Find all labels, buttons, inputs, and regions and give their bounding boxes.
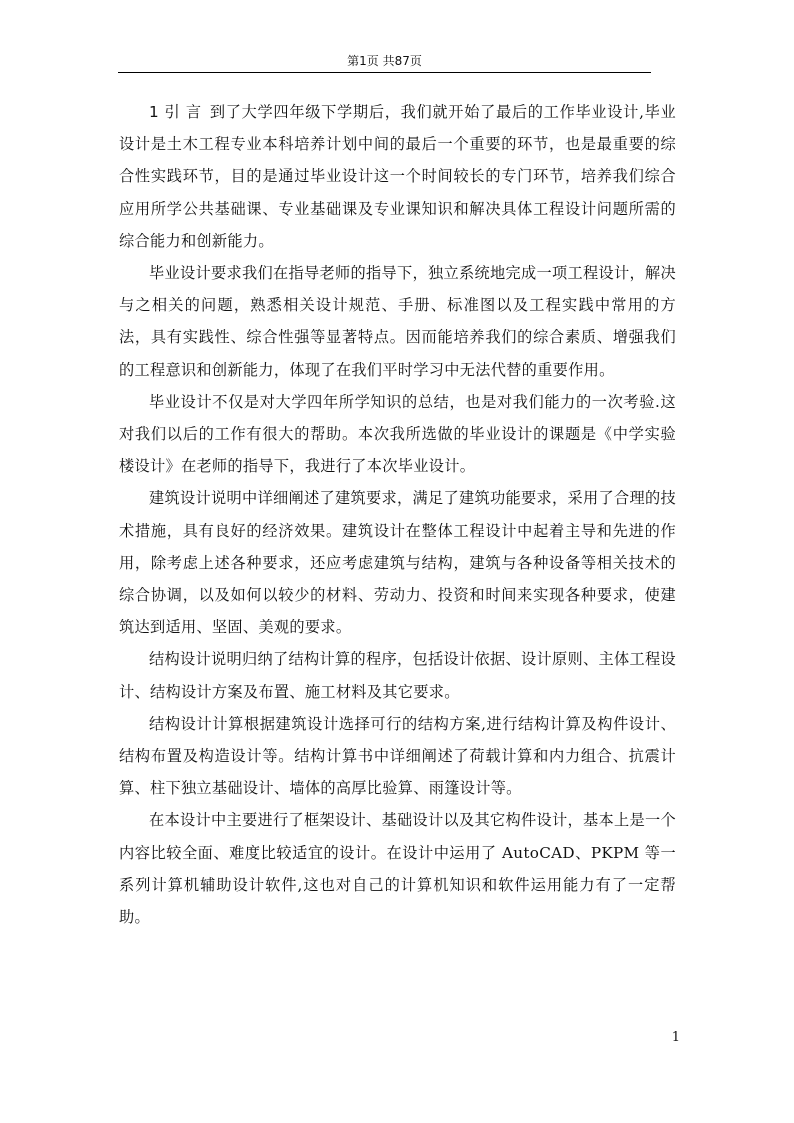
- paragraph-2: 毕业设计要求我们在指导老师的指导下，独立系统地完成一项工程设计，解决与之相关的问题，熟悉相关设计规范、手册、标准图以及工程实践中常用的方法，具有实践性、综合性强等显著特点。因而能培养我们的综合素质、增强我们的工程意识和创新能力，体现了在我们平时学习中无法代替的重要作用。: [119, 264, 676, 379]
- page-number: 1: [671, 1030, 680, 1045]
- paragraph-1: [119, 96, 676, 257]
- section-heading: 1 引 言: [149, 103, 202, 121]
- document-body: [119, 96, 676, 933]
- paragraph-1-text: 到了大学四年级下学期后，我们就开始了最后的工作毕业设计,毕业设计是土木工程专业本科培养计划中间的最后一个重要的环节，也是最重要的综合性实践环节，目的是通过毕业设计这一个时间较长的专门环节，培养我们综合应用所学公共基础课、专业基础课及专业课知识和解决具体工程设计问题所需的综合能力和创新能力。: [119, 103, 676, 250]
- paragraph-7: 在本设计中主要进行了框架设计、基础设计以及其它构件设计，基本上是一个内容比较全面、难度比较适宜的设计。在设计中运用了 AutoCAD、PKPM 等一系列计算机辅助设计软件,这也对自己的计算机知识和软件运用能力有了一定帮助。: [119, 811, 676, 927]
- page-header-text: 第1页 共87页: [347, 54, 422, 68]
- paragraph-5: 结构设计说明归纳了结构计算的程序，包括设计依据、设计原则、主体工程设计、结构设计方案及布置、施工材料及其它要求。: [119, 650, 676, 701]
- paragraph-6: 结构设计计算根据建筑设计选择可行的结构方案,进行结构计算及构件设计、结构布置及构造设计等。结构计算书中详细阐述了荷载计算和内力组合、抗震计算、柱下独立基础设计、墙体的高厚比验算、雨篷设计等。: [119, 714, 676, 798]
- paragraph-4: 建筑设计说明中详细阐述了建筑要求，满足了建筑功能要求，采用了合理的技术措施，具有良好的经济效果。建筑设计在整体工程设计中起着主导和先进的作用，除考虑上述各种要求，还应考虑建筑与结构，建筑与各种设备等相关技术的综合协调，以及如何以较少的材料、劳动力、投资和时间来实现各种要求，使建筑达到适用、坚固、美观的要求。: [119, 489, 676, 637]
- paragraph-3: 毕业设计不仅是对大学四年所学知识的总结，也是对我们能力的一次考验.这对我们以后的工作有很大的帮助。本次我所选做的毕业设计的课题是《中学实验楼设计》在老师的指导下，我进行了本次毕业设计。: [119, 392, 676, 476]
- page-header: [118, 50, 651, 73]
